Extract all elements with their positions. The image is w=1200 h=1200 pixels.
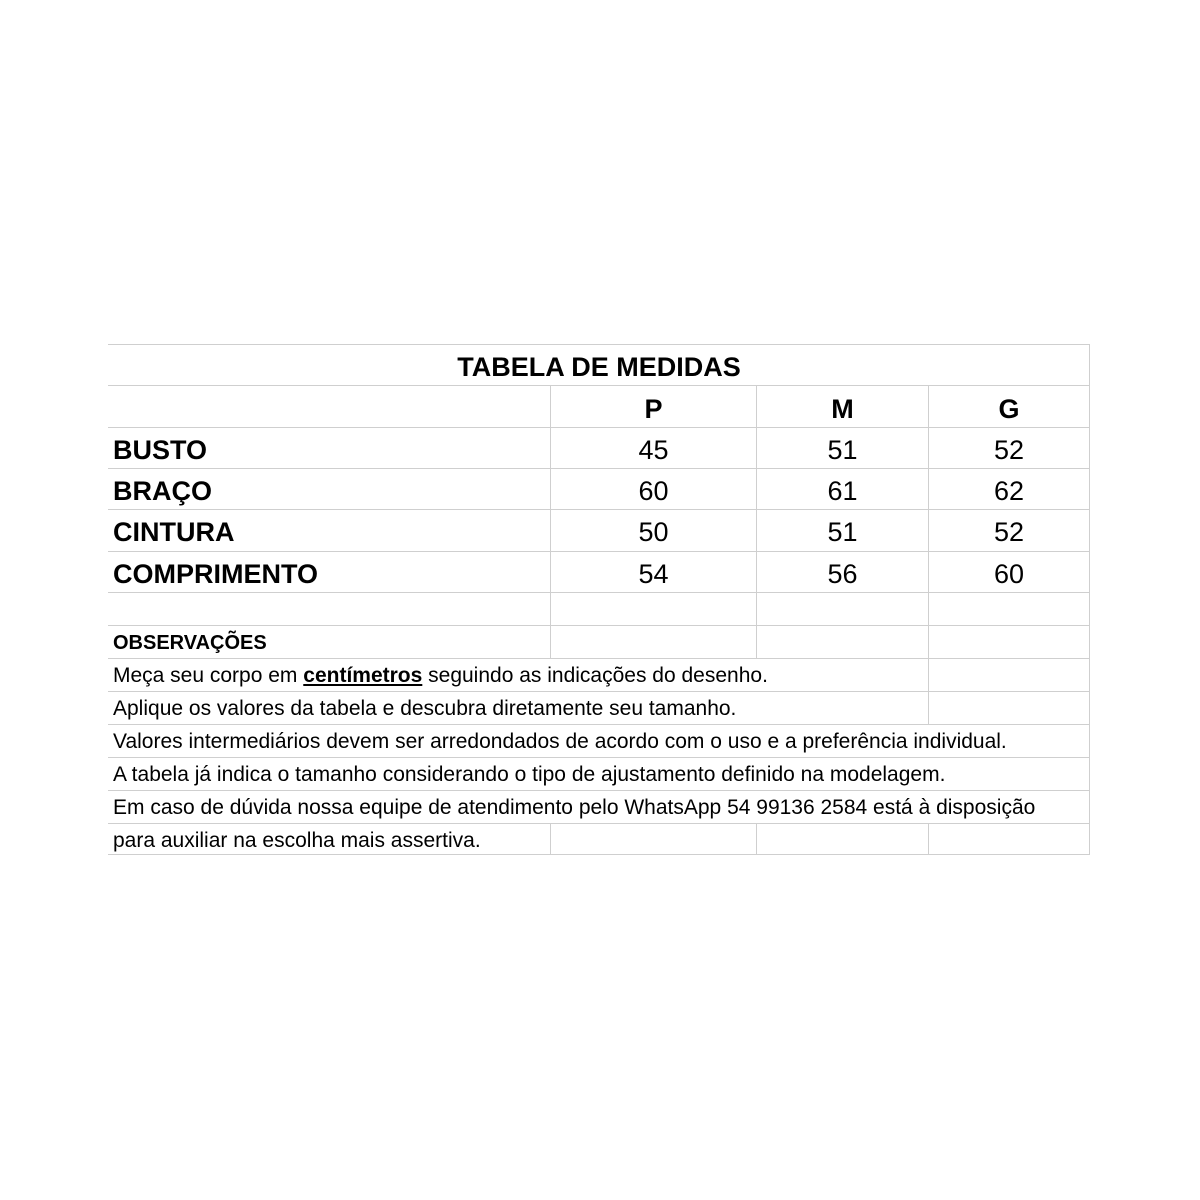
- grid-line: [108, 724, 1090, 725]
- value-busto-g: 52: [993, 435, 1025, 465]
- value-braco-p: 60: [638, 476, 669, 506]
- row-label-cintura: CINTURA: [113, 517, 235, 547]
- grid-line: [108, 625, 1090, 626]
- value-cintura-p: 50: [638, 517, 669, 547]
- observation-line-3: Valores intermediários devem ser arredondados de acordo com o uso e a preferência individual.: [113, 730, 1007, 753]
- grid-line: [108, 854, 1090, 855]
- grid-line: [108, 757, 1090, 758]
- grid-line: [108, 691, 1090, 692]
- value-comprimento-g: 60: [993, 559, 1025, 589]
- row-label-comprimento: COMPRIMENTO: [113, 559, 319, 589]
- value-comprimento-m: 56: [827, 559, 858, 589]
- observation-line-6: para auxiliar na escolha mais assertiva.: [113, 829, 481, 852]
- observations-heading: OBSERVAÇÕES: [113, 632, 267, 654]
- value-cintura-g: 52: [993, 517, 1025, 547]
- grid-line: [108, 592, 1090, 593]
- value-comprimento-p: 54: [638, 559, 669, 589]
- observation-line-4: A tabela já indica o tamanho considerando o tipo de ajustamento definido na modelagem.: [113, 763, 946, 786]
- row-label-braco: BRAÇO: [113, 476, 212, 506]
- grid-line: [108, 468, 1090, 469]
- observation-line-5: Em caso de dúvida nossa equipe de atendimento pelo WhatsApp 54 99136 2584 está à disposição: [113, 796, 1036, 819]
- grid-line: [108, 344, 1090, 345]
- grid-line: [108, 790, 1090, 791]
- row-label-busto: BUSTO: [113, 435, 208, 465]
- size-header-m: M: [831, 394, 854, 424]
- grid-line: [756, 823, 757, 854]
- grid-line: [108, 551, 1090, 552]
- grid-line: [108, 427, 1090, 428]
- grid-line: [108, 658, 1090, 659]
- grid-line: [108, 823, 1090, 824]
- grid-line: [108, 509, 1090, 510]
- grid-line: [108, 385, 1090, 386]
- size-table-sheet: [108, 344, 1090, 855]
- centimeters-emphasis: centímetros: [303, 664, 423, 687]
- observation-line-1-start: Meça seu corpo em: [113, 664, 304, 687]
- grid-line: [550, 823, 551, 854]
- observation-line-1: [113, 665, 768, 686]
- size-header-p: P: [644, 394, 663, 424]
- observation-line-2: Aplique os valores da tabela e descubra diretamente seu tamanho.: [113, 697, 737, 720]
- value-braco-g: 62: [993, 476, 1025, 506]
- grid-line: [928, 823, 929, 854]
- grid-line: [1089, 344, 1090, 855]
- value-braco-m: 61: [827, 476, 858, 506]
- observation-line-1-end: seguindo as indicações do desenho.: [422, 664, 768, 687]
- size-header-g: G: [998, 394, 1020, 424]
- value-busto-p: 45: [638, 435, 669, 465]
- table-title: TABELA DE MEDIDAS: [457, 352, 741, 382]
- value-cintura-m: 51: [827, 517, 858, 547]
- grid-line: [928, 658, 929, 724]
- value-busto-m: 51: [827, 435, 858, 465]
